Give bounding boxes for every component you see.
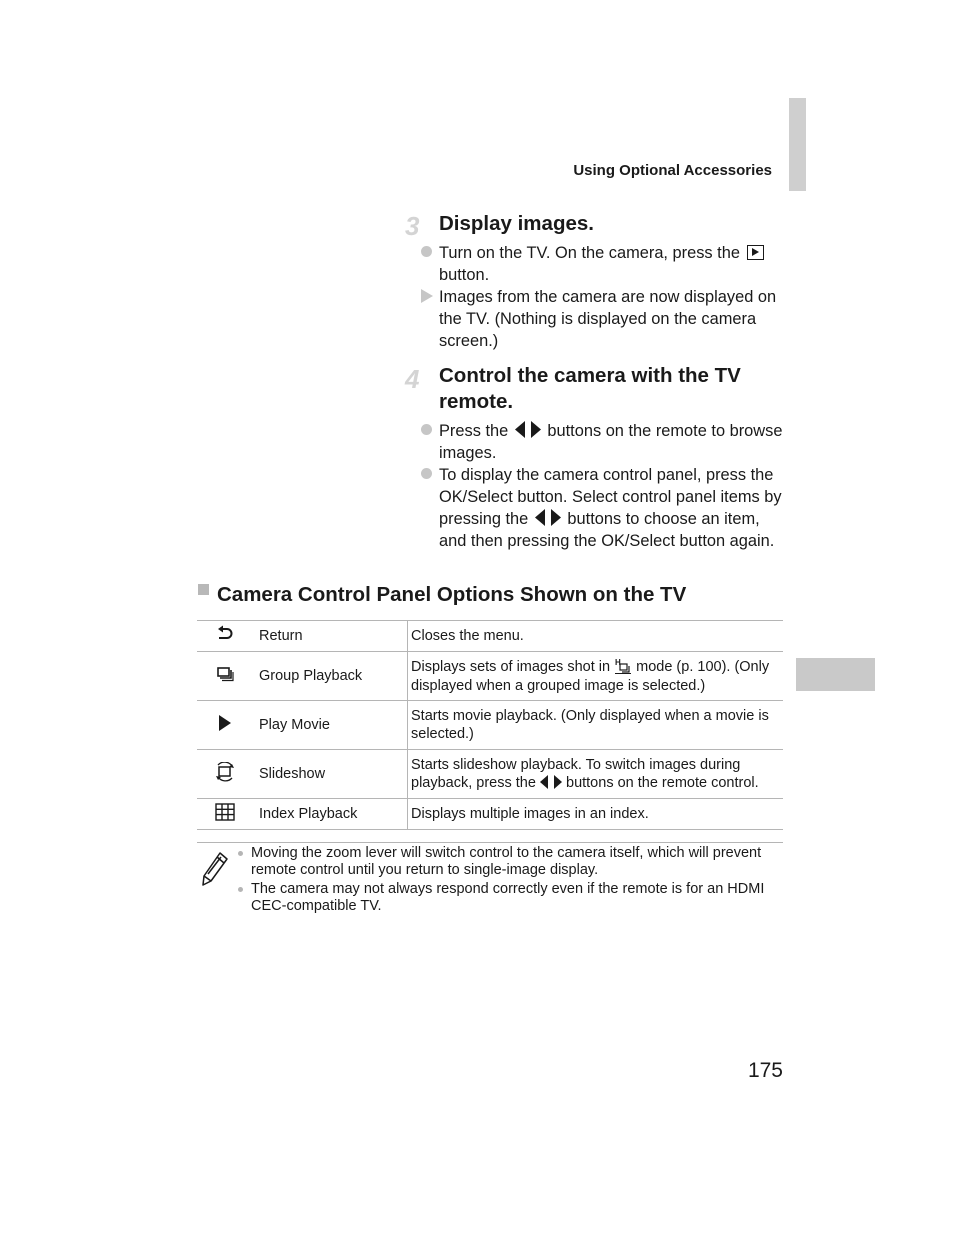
step-3-item-1: Turn on the TV. On the camera, press the button.	[439, 242, 784, 286]
table-row	[197, 652, 783, 701]
step-4-title: Control the camera with the TV remote.	[439, 364, 741, 413]
left-right-arrows-icon	[515, 421, 541, 438]
chapter-tab	[796, 658, 875, 691]
option-desc: Closes the menu.	[408, 621, 784, 652]
option-desc: Starts movie playback. (Only displayed when a movie is selected.)	[408, 701, 784, 750]
option-name: Group Playback	[253, 652, 408, 701]
page-number: 175	[747, 1059, 783, 1082]
chapter-side-bar	[789, 98, 806, 191]
option-name: Return	[253, 621, 408, 652]
note-item: Moving the zoom lever will switch control to the camera itself, which will prevent remote control until you return to single-image display.	[236, 845, 784, 879]
step-number-3: 3	[405, 211, 420, 241]
play-movie-icon	[218, 714, 232, 732]
left-right-arrows-icon	[535, 509, 561, 526]
table-row	[197, 750, 783, 799]
bullet-dot-icon	[421, 424, 432, 435]
note-bullet-icon	[238, 887, 243, 892]
result-arrow-icon	[421, 289, 433, 303]
step-number-4: 4	[405, 364, 420, 394]
playback-button-icon	[747, 245, 764, 260]
running-header: Using Optional Accessories	[573, 162, 772, 179]
group-playback-icon	[216, 666, 234, 682]
step-4-item-2: To display the camera control panel, press the OK/Select button. Select control panel items by pressing the buttons to choose an item, and then pressing the OK/Select button again.	[439, 466, 782, 550]
step-3-item-2: Images from the camera are now displayed on the TV. (Nothing is displayed on the camera screen.)	[439, 288, 777, 350]
option-name: Play Movie	[253, 701, 408, 750]
table-row	[197, 799, 783, 830]
step-3-title: Display images.	[439, 212, 594, 235]
bullet-dot-icon	[421, 468, 432, 479]
slideshow-icon	[215, 762, 235, 782]
option-desc: Starts slideshow playback. To switch images during playback, press the buttons on the remote control.	[408, 750, 784, 799]
svg-text:H: H	[615, 658, 621, 667]
index-playback-icon	[215, 803, 235, 821]
table-row	[197, 701, 783, 750]
option-name: Slideshow	[253, 750, 408, 799]
option-desc: Displays multiple images in an index.	[408, 799, 784, 830]
section-title: Camera Control Panel Options Shown on the TV	[217, 583, 687, 606]
table-row	[197, 621, 783, 652]
section-square-icon	[198, 584, 209, 595]
bullet-dot-icon	[421, 246, 432, 257]
pencil-note-icon	[200, 851, 230, 887]
note-divider	[197, 842, 783, 843]
note-bullet-icon	[238, 851, 243, 856]
left-right-arrows-icon	[540, 775, 562, 789]
high-speed-burst-icon	[614, 657, 632, 674]
note-list	[236, 845, 784, 917]
step-4-item-1: Press the buttons on the remote to browse images.	[439, 422, 783, 462]
option-desc: Displays sets of images shot in H mode (p. 100). (Only displayed when a grouped image is selected.)	[408, 652, 784, 701]
option-name: Index Playback	[253, 799, 408, 830]
options-table	[197, 620, 783, 830]
note-item: The camera may not always respond correctly even if the remote is for an HDMI CEC-compatible TV.	[236, 881, 784, 915]
return-icon	[216, 625, 234, 643]
